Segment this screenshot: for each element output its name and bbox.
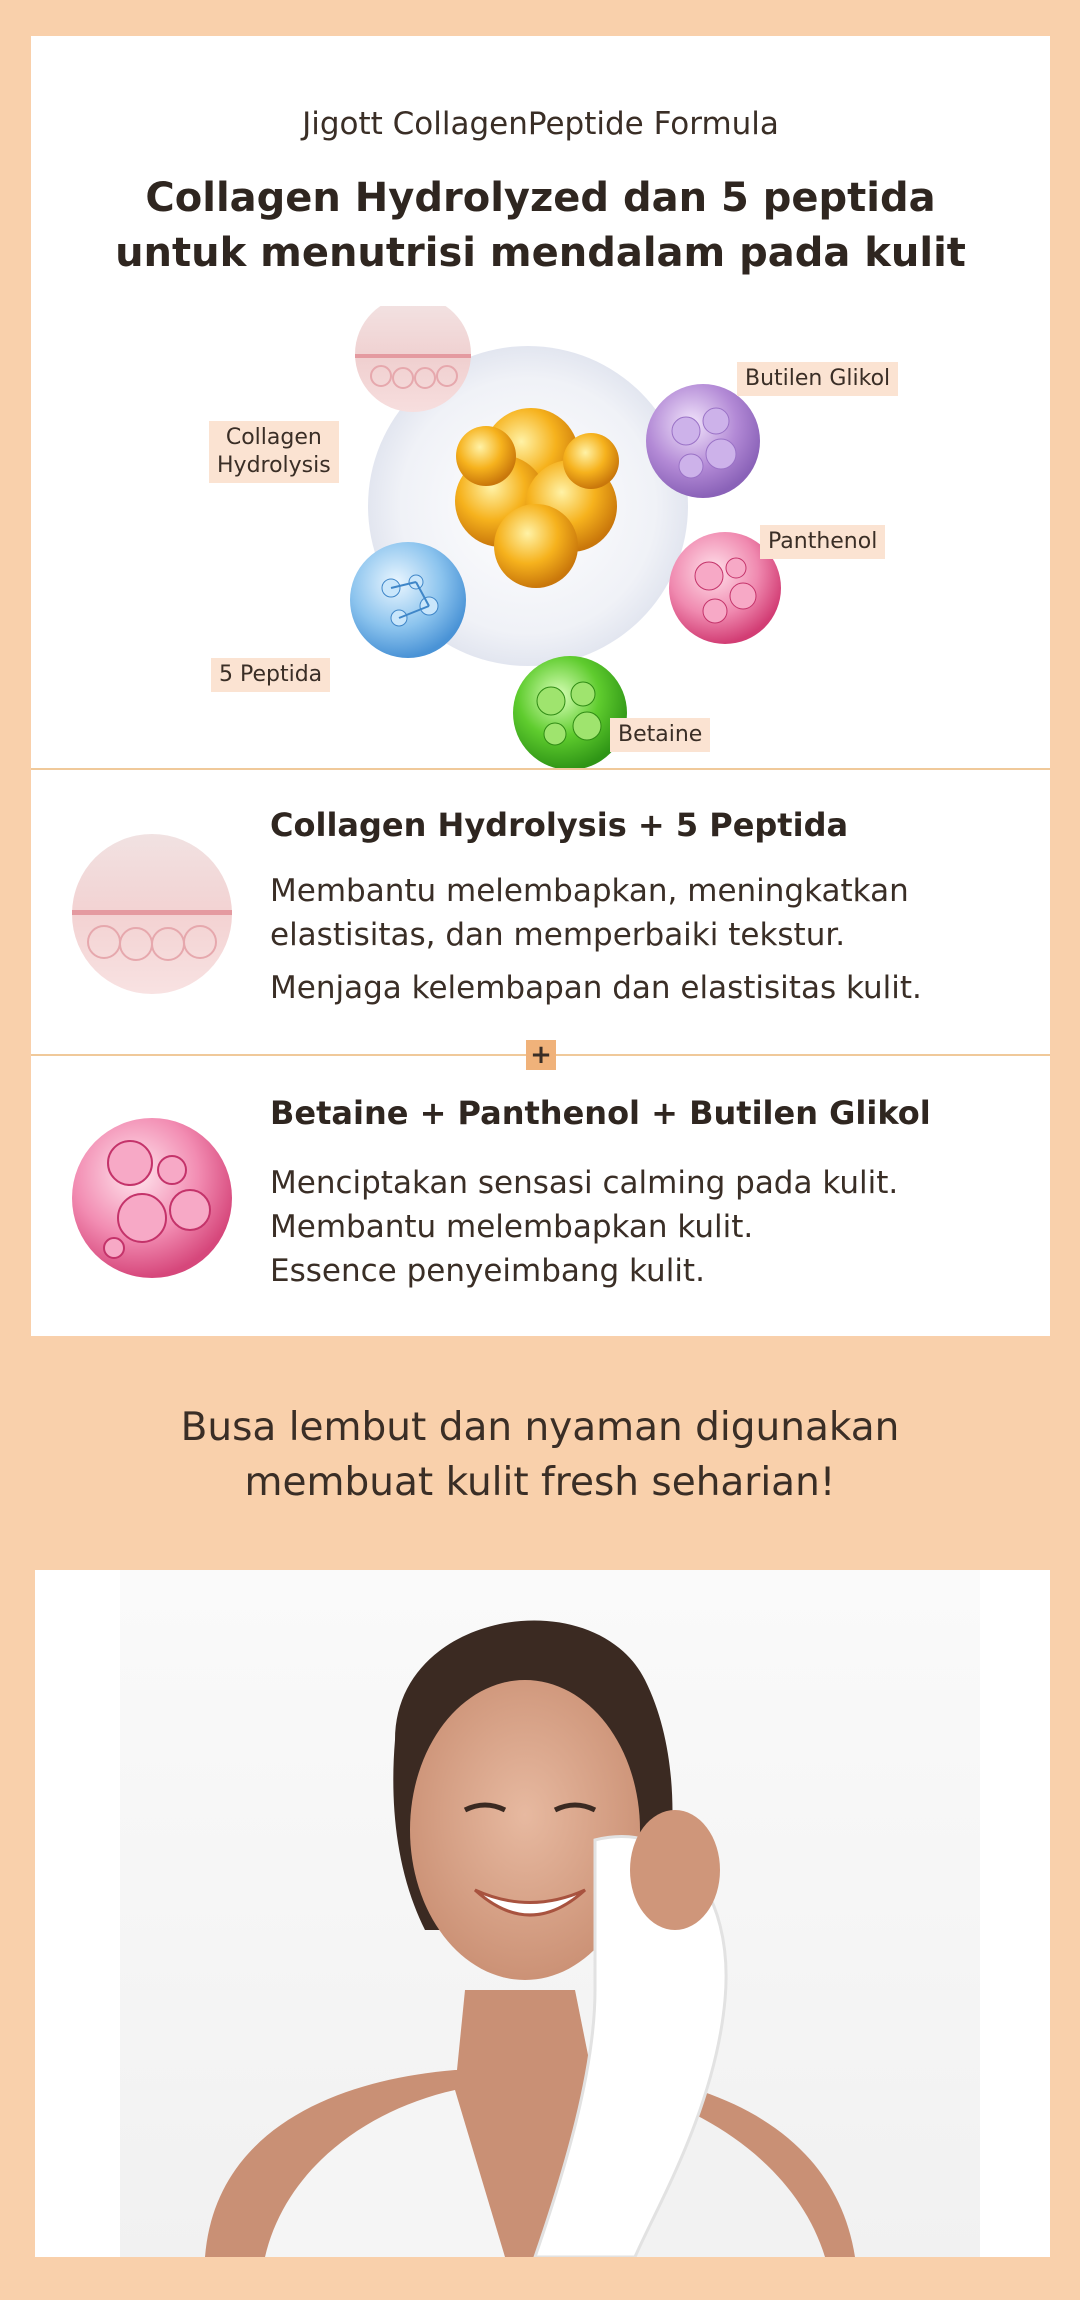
section2-line-1: Menciptakan sensasi calming pada kulit. <box>270 1165 899 1201</box>
woman-with-towel-illustration <box>35 1570 1050 2257</box>
section-divider-top <box>31 768 1050 770</box>
tagline-line-2: membuat kulit fresh seharian! <box>244 1460 836 1505</box>
formula-card <box>31 36 1050 1336</box>
formula-subtitle: Jigott CollagenPeptide Formula <box>302 106 779 142</box>
section2-line-2: Membantu melembapkan kulit. <box>270 1209 754 1245</box>
peptida-sphere <box>350 542 466 658</box>
tagline-line-1: Busa lembut dan nyaman digunakan <box>180 1405 900 1450</box>
title-line-2: untuk menutrisi mendalam pada kulit <box>115 230 966 276</box>
pink-essence-icon <box>72 1118 232 1278</box>
plus-badge: + <box>526 1040 556 1070</box>
5-peptida-tag: 5 Peptida <box>211 658 330 692</box>
title-line-1: Collagen Hydrolyzed dan 5 peptida <box>145 175 936 221</box>
formula-title <box>31 171 1050 281</box>
section1-title: Collagen Hydrolysis + 5 Peptida <box>270 806 849 844</box>
betaine-tag: Betaine <box>610 718 710 752</box>
section1-line-3: Menjaga kelembapan dan elastisitas kulit. <box>270 970 922 1006</box>
butilen-sphere <box>646 384 760 498</box>
section2-line-3: Essence penyeimbang kulit. <box>270 1253 705 1289</box>
section2-title: Betaine + Panthenol + Butilen Glikol <box>270 1094 931 1132</box>
section1-line-1: Membantu melembapkan, meningkatkan <box>270 873 909 909</box>
section1-line-2: elastisitas, dan memperbaiki tekstur. <box>270 917 846 953</box>
model-photo <box>35 1570 1050 2257</box>
butilen-glikol-tag: Butilen Glikol <box>737 362 898 396</box>
ingredient-diagram <box>31 306 1050 776</box>
panthenol-tag: Panthenol <box>760 525 885 559</box>
betaine-sphere <box>513 656 627 770</box>
collagen-hydrolysis-tag: Collagen Hydrolysis <box>209 421 339 483</box>
foam-tagline <box>0 1400 1080 1510</box>
collagen-skin-icon <box>72 834 232 994</box>
